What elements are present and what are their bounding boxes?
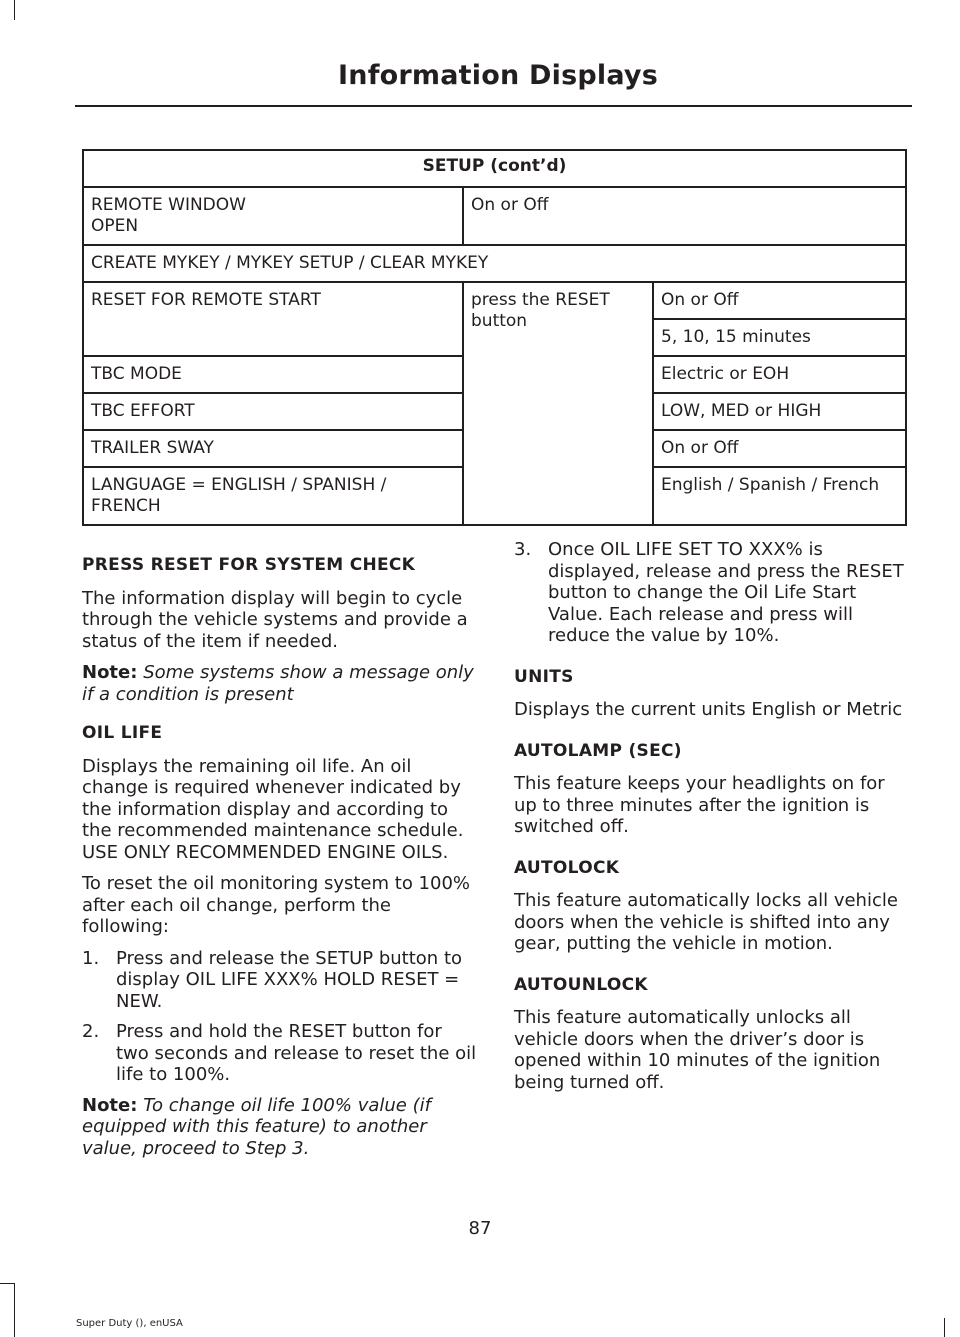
section-heading-oil-life: OIL LIFE (82, 723, 163, 743)
table-cell-tbc-effort-label: TBC EFFORT (83, 393, 463, 430)
section-heading-autolamp: AUTOLAMP (SEC) (514, 740, 682, 761)
step-number: 3. (514, 539, 532, 560)
crop-mark-bottom-left (14, 1283, 15, 1337)
page-number: 87 (468, 1218, 492, 1239)
note-text: To change oil life 100% value (if equipped with this feature) to another value, proceed to Step 3. (82, 1094, 431, 1159)
crop-mark-bottom-right (944, 1318, 945, 1337)
table-cell-remote-window-label: REMOTE WINDOW OPEN (83, 187, 463, 245)
paragraph-oil-reset-intro: To reset the oil monitoring system to 100% after each oil change, perform the following: (82, 873, 471, 937)
note-text: Some systems show a message only if a condition is present (82, 662, 474, 705)
footer-edition: Super Duty (), enUSA (76, 1318, 183, 1329)
step-text: Once OIL LIFE SET TO XXX% is displayed, release and press the RESET button to change the Oil Life Start Value. Each release and press will reduce the value by 10%. (548, 539, 904, 646)
table-row (83, 245, 906, 282)
step-number: 2. (82, 1021, 100, 1042)
table-cell-tbc-effort-value: LOW, MED or HIGH (653, 393, 906, 430)
table-row (83, 282, 906, 319)
step-text: Press and release the SETUP button to display OIL LIFE XXX% HOLD RESET = NEW. (116, 947, 463, 1012)
table-cell-language-value: English / Spanish / French (653, 467, 906, 525)
table-title: SETUP (cont’d) (83, 150, 906, 187)
setup-table (82, 149, 907, 526)
table-cell-trailer-sway-value: On or Off (653, 430, 906, 467)
table-cell-language-label: LANGUAGE = ENGLISH / SPANISH / FRENCH (83, 467, 463, 525)
paragraph-autounlock: This feature automatically unlocks all vehicle doors when the driver’s door is opened within 10 minutes of the ignition being turned off. (514, 1007, 881, 1093)
table-cell-press-reset: press the RESET button (463, 282, 653, 525)
paragraph-autolock: This feature automatically locks all vehicle doors when the vehicle is shifted into any gear, putting the vehicle in motion. (514, 890, 898, 954)
section-heading-autounlock: AUTOUNLOCK (514, 974, 648, 995)
table-cell-mykey: CREATE MYKEY / MYKEY SETUP / CLEAR MYKEY (83, 245, 906, 282)
step-text: Press and hold the RESET button for two seconds and release to reset the oil life to 100%. (116, 1021, 477, 1085)
section-heading-autolock: AUTOLOCK (514, 857, 620, 878)
note-system-check (82, 662, 478, 705)
paragraph-autolamp: This feature keeps your headlights on for up to three minutes after the ignition is switched off. (514, 773, 885, 837)
table-title-row (83, 150, 906, 187)
page-title: Information Displays (338, 60, 658, 91)
section-heading-system-check: PRESS RESET FOR SYSTEM CHECK (82, 555, 416, 575)
step-number: 1. (82, 947, 100, 969)
table-cell-remote-window-value: On or Off (463, 187, 906, 245)
table-cell-reset-remote-value-1: On or Off (653, 282, 906, 319)
list-item-step-2 (82, 1021, 478, 1086)
note-label: Note: (82, 1094, 138, 1116)
section-heading-units: UNITS (514, 666, 574, 687)
table-row (83, 187, 906, 245)
table-cell-tbc-mode-value: Electric or EOH (653, 356, 906, 393)
right-column (514, 539, 910, 1103)
table-cell-trailer-sway-label: TRAILER SWAY (83, 430, 463, 467)
crop-mark-bottom-left-horizontal (0, 1283, 14, 1284)
table-cell-reset-remote-label: RESET FOR REMOTE START (83, 282, 463, 356)
header-divider (75, 105, 912, 107)
left-column (82, 555, 478, 1169)
note-label: Note: (82, 662, 138, 683)
paragraph-system-check: The information display will begin to cycle through the vehicle systems and provide a status of the item if needed. (82, 587, 468, 652)
list-item-step-1 (82, 948, 478, 1013)
note-oil-life (82, 1095, 478, 1160)
table-cell-tbc-mode-label: TBC MODE (83, 356, 463, 393)
table-cell-reset-remote-value-2: 5, 10, 15 minutes (653, 319, 906, 356)
paragraph-units: Displays the current units English or Metric (514, 699, 903, 720)
list-item-step-3 (514, 539, 910, 647)
crop-mark-top-left (14, 0, 15, 20)
paragraph-oil-life: Displays the remaining oil life. An oil change is required whenever indicated by the information display and according to the recommended maintenance schedule. USE ONLY RECOMMENDED ENGINE OILS. (82, 755, 464, 863)
